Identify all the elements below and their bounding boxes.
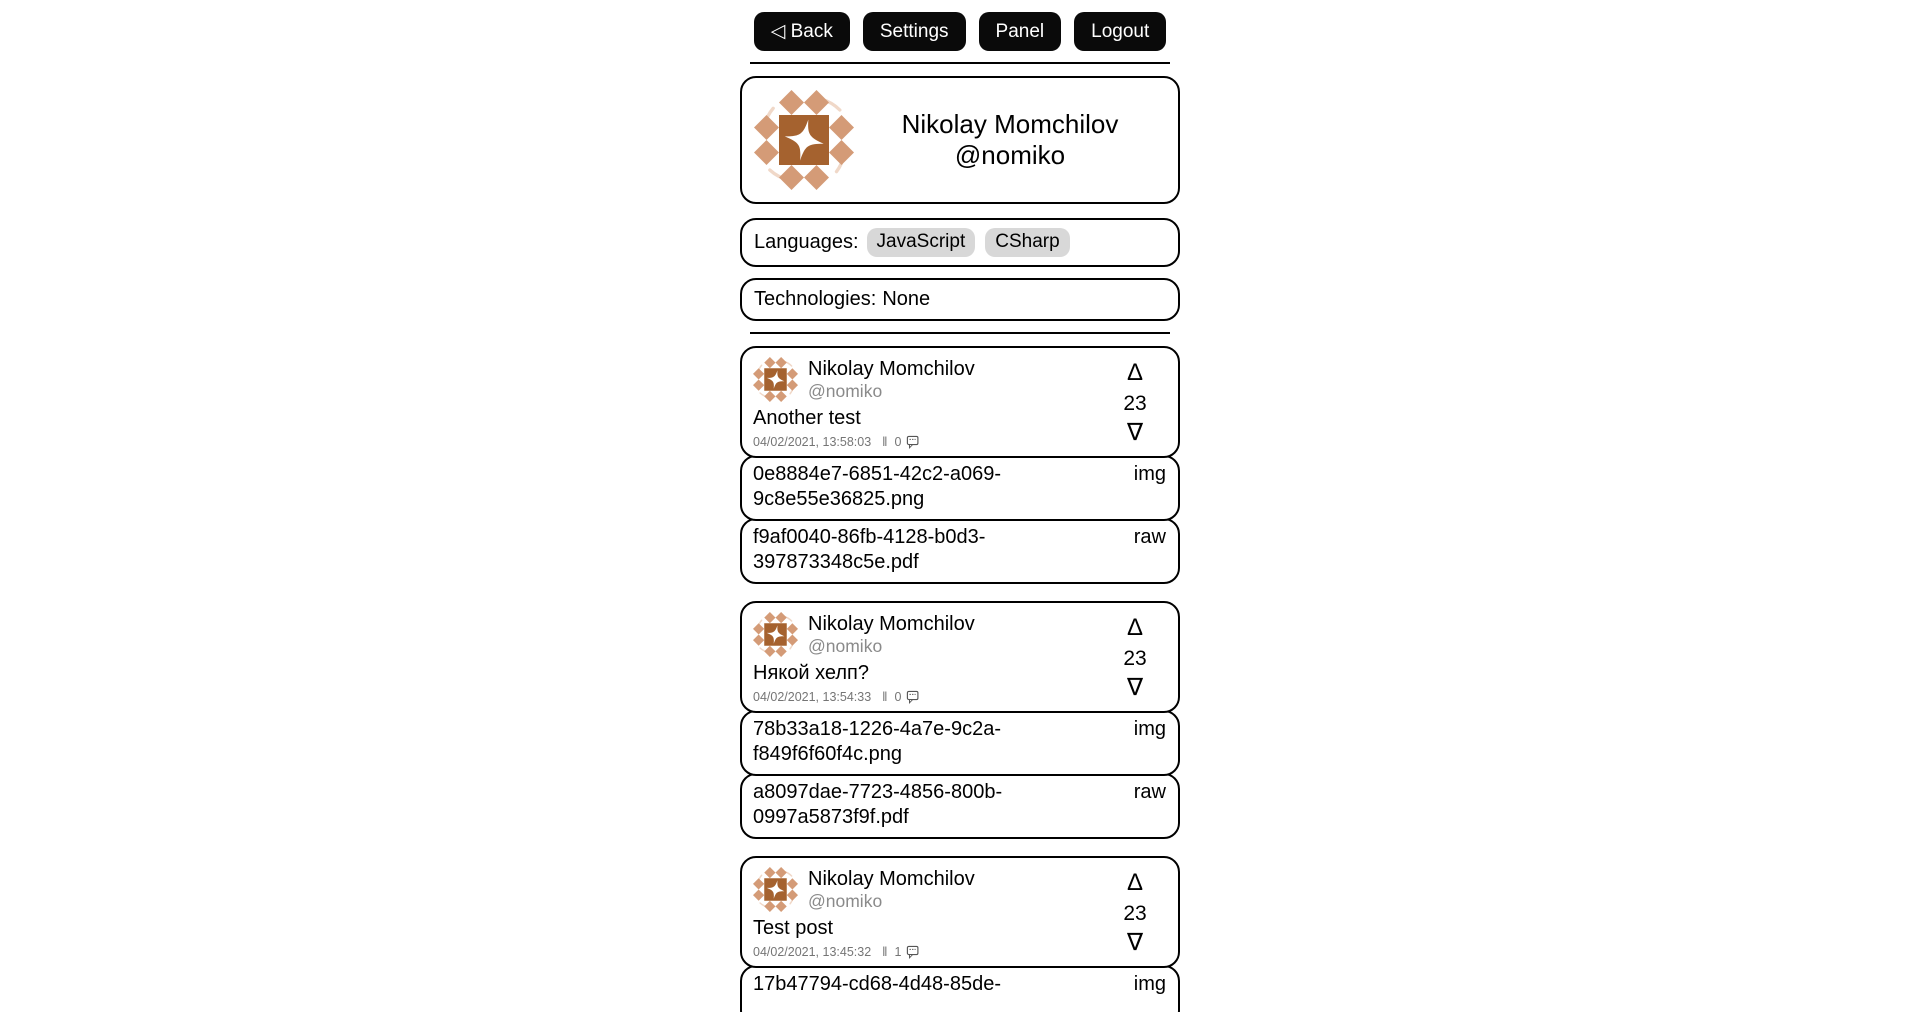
downvote-button[interactable]: ∇ bbox=[1126, 929, 1144, 957]
attachment-filename: a8097dae-7723-4856-800b-0997a5873f9f.pdf bbox=[753, 781, 1003, 828]
post-timestamp: 04/02/2021, 13:54:33 bbox=[753, 689, 872, 704]
vote-count: 23 bbox=[1123, 647, 1147, 671]
post-author-name: Nikolay Momchilov bbox=[808, 613, 975, 635]
post-author-name: Nikolay Momchilov bbox=[808, 868, 975, 890]
back-icon: ◁ bbox=[770, 21, 786, 42]
settings-button[interactable]: Settings bbox=[863, 12, 966, 51]
comment-count: 0 bbox=[894, 434, 902, 449]
attachment-filename: 17b47794-cd68-4d48-85de- bbox=[753, 973, 1001, 995]
profile-card bbox=[740, 76, 1180, 204]
attachment-row[interactable] bbox=[740, 965, 1180, 1012]
post-author-avatar bbox=[753, 612, 798, 657]
back-button[interactable] bbox=[754, 12, 850, 51]
post-author-name: Nikolay Momchilov bbox=[808, 358, 975, 380]
post-timestamp: 04/02/2021, 13:58:03 bbox=[753, 434, 872, 449]
attachment-row[interactable] bbox=[740, 518, 1180, 584]
logout-button[interactable]: Logout bbox=[1074, 12, 1166, 51]
post-meta bbox=[753, 944, 1106, 959]
attachment-type-label: raw bbox=[1133, 526, 1166, 548]
technologies-label: Technologies: bbox=[754, 288, 877, 310]
meta-separator: ‖ bbox=[882, 944, 888, 959]
upvote-button[interactable]: Δ bbox=[1126, 359, 1144, 386]
downvote-button[interactable]: ∇ bbox=[1126, 674, 1144, 702]
profile-handle: @nomiko bbox=[954, 140, 1066, 170]
comment-icon bbox=[906, 435, 920, 449]
downvote-button[interactable]: ∇ bbox=[1126, 419, 1144, 447]
attachment-row[interactable] bbox=[740, 773, 1180, 839]
comment-icon bbox=[906, 690, 920, 704]
languages-card bbox=[740, 218, 1180, 267]
post-title: Test post bbox=[753, 917, 834, 939]
attachment-type-label: raw bbox=[1133, 781, 1166, 803]
posts-list bbox=[740, 346, 1180, 1012]
post-card[interactable] bbox=[740, 856, 1180, 968]
language-badge: JavaScript bbox=[867, 228, 976, 257]
attachment-type-label: img bbox=[1133, 973, 1166, 995]
toolbar bbox=[740, 12, 1180, 51]
profile-names bbox=[854, 109, 1166, 170]
attachment-filename: 78b33a18-1226-4a7e-9c2a-f849f6f60f4c.png bbox=[753, 718, 1001, 765]
language-badge: CSharp bbox=[985, 228, 1069, 257]
post-group bbox=[740, 856, 1180, 1012]
post-group bbox=[740, 601, 1180, 839]
post-title: Някой хелп? bbox=[753, 662, 869, 684]
comment-count: 1 bbox=[894, 944, 902, 959]
post-card[interactable] bbox=[740, 346, 1180, 458]
post-main bbox=[753, 612, 1106, 704]
attachment-row[interactable] bbox=[740, 455, 1180, 521]
page bbox=[740, 0, 1180, 1012]
vote-count: 23 bbox=[1123, 392, 1147, 416]
upvote-button[interactable]: Δ bbox=[1126, 614, 1144, 641]
post-author-avatar bbox=[753, 357, 798, 402]
post-card[interactable] bbox=[740, 601, 1180, 713]
post-group bbox=[740, 346, 1180, 584]
post-author-avatar bbox=[753, 867, 798, 912]
post-main bbox=[753, 357, 1106, 449]
post-meta bbox=[753, 434, 1106, 449]
attachment-type-label: img bbox=[1133, 463, 1166, 485]
vote-column bbox=[1106, 867, 1164, 959]
meta-separator: ‖ bbox=[882, 434, 888, 449]
vote-count: 23 bbox=[1123, 902, 1147, 926]
post-header bbox=[753, 357, 1106, 402]
meta-separator: ‖ bbox=[882, 689, 888, 704]
post-main bbox=[753, 867, 1106, 959]
post-header bbox=[753, 867, 1106, 912]
back-button-label: Back bbox=[790, 21, 833, 42]
post-author-handle: @nomiko bbox=[808, 636, 883, 656]
technologies-card bbox=[740, 278, 1180, 321]
post-title: Another test bbox=[753, 407, 861, 429]
post-header bbox=[753, 612, 1106, 657]
languages-badges bbox=[867, 228, 1070, 257]
profile-name: Nikolay Momchilov bbox=[901, 109, 1119, 140]
upvote-button[interactable]: Δ bbox=[1126, 869, 1144, 896]
divider-posts bbox=[750, 332, 1170, 334]
user-avatar bbox=[754, 90, 854, 190]
panel-button[interactable]: Panel bbox=[979, 12, 1062, 51]
post-author-handle: @nomiko bbox=[808, 891, 883, 911]
attachment-filename: 0e8884e7-6851-42c2-a069-9c8e55e36825.png bbox=[753, 463, 1001, 510]
languages-label: Languages: bbox=[754, 231, 859, 253]
vote-column bbox=[1106, 357, 1164, 449]
vote-column bbox=[1106, 612, 1164, 704]
attachment-row[interactable] bbox=[740, 710, 1180, 776]
post-meta bbox=[753, 689, 1106, 704]
post-timestamp: 04/02/2021, 13:45:32 bbox=[753, 944, 872, 959]
divider-top bbox=[750, 62, 1170, 64]
comment-count: 0 bbox=[894, 689, 902, 704]
attachment-filename: f9af0040-86fb-4128-b0d3-397873348c5e.pdf bbox=[753, 526, 986, 573]
attachment-type-label: img bbox=[1133, 718, 1166, 740]
post-author-handle: @nomiko bbox=[808, 381, 883, 401]
technologies-value: None bbox=[882, 288, 931, 310]
comment-icon bbox=[906, 945, 920, 959]
